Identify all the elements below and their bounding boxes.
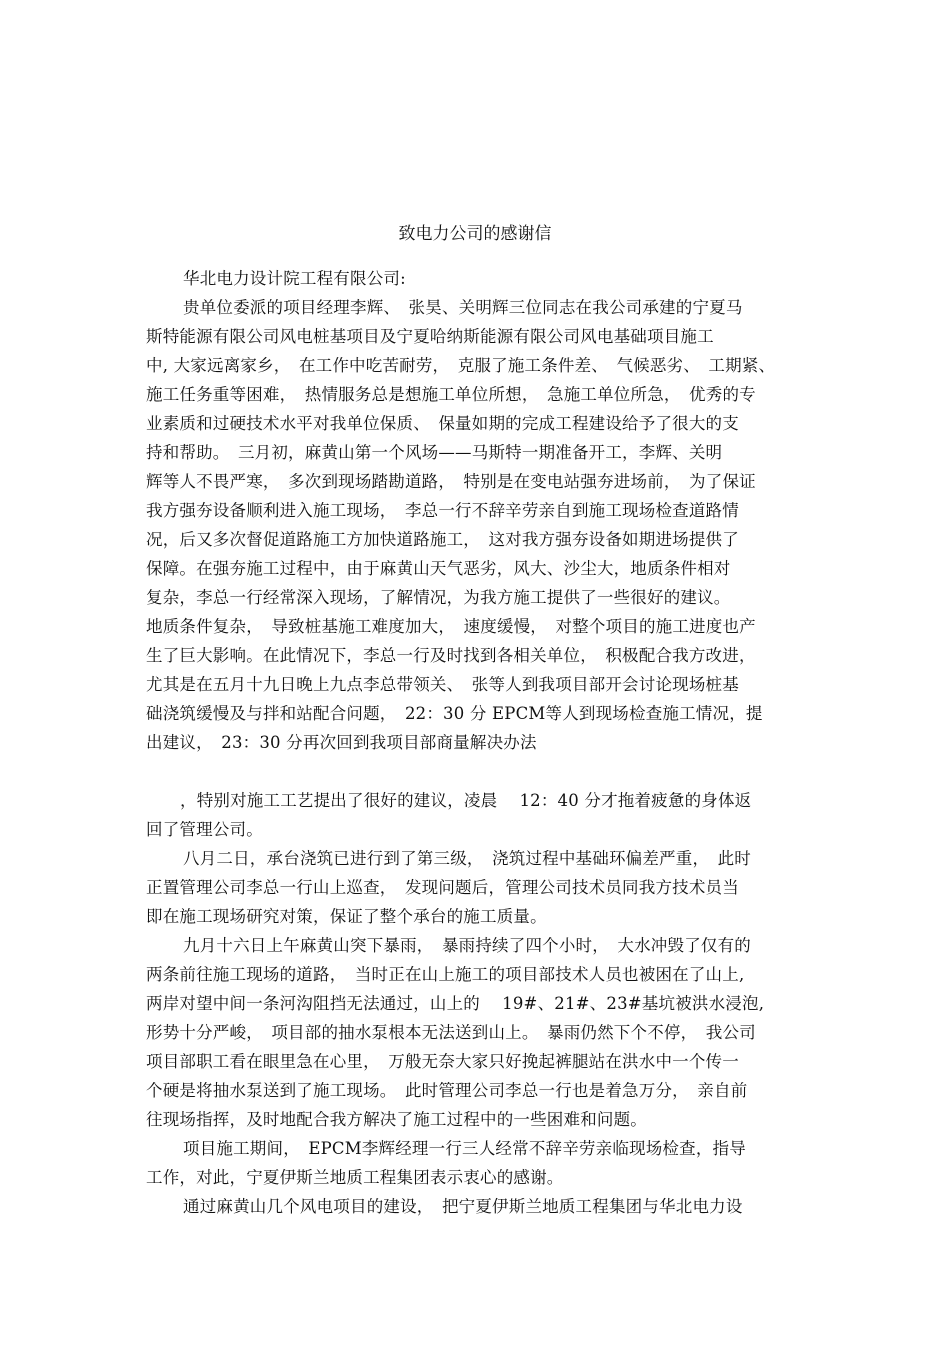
paragraph-line: 持和帮助。 三月初，麻黄山第一个风场——马斯特一期准备开工，李辉、关明: [146, 443, 723, 462]
paragraph-line: 即在施工现场研究对策，保证了整个承台的施工质量。: [146, 907, 547, 926]
paragraph-line: 保障。在强夯施工过程中，由于麻黄山天气恶劣，风大、沙尘大，地质条件相对: [146, 559, 731, 578]
paragraph-line: 形势十分严峻， 项目部的抽水泵根本无法送到山上。 暴雨仍然下个不停， 我公司: [146, 1023, 756, 1042]
paragraph-line: 生了巨大影响。在此情况下，李总一行及时找到各相关单位， 积极配合我方改进，: [146, 646, 756, 665]
paragraph-line: 业素质和过硬技术水平对我单位保质、 保量如期的完成工程建设给予了很大的支: [146, 414, 739, 433]
paragraph-line: 八月二日，承台浇筑已进行到了第三级， 浇筑过程中基础环偏差严重， 此时: [183, 849, 751, 868]
salutation: 华北电力设计院工程有限公司:: [183, 269, 406, 288]
paragraph-line: 往现场指挥，及时地配合我方解决了施工过程中的一些困难和问题。: [146, 1110, 647, 1129]
paragraph-line: ，特别对施工工艺提出了很好的建议，凌晨 12：40 分才拖着疲惫的身体返: [180, 791, 752, 810]
paragraph-line: 个硬是将抽水泵送到了施工现场。 此时管理公司李总一行也是着急万分， 亲自前: [146, 1081, 748, 1100]
letter-title: 致电力公司的感谢信: [398, 224, 552, 244]
paragraph-line: 况，后又多次督促道路施工方加快道路施工， 这对我方强夯设备如期进场提供了: [146, 530, 739, 549]
paragraph-line: 础浇筑缓慢及与拌和站配合问题， 22：30 分 EPCM等人到现场检查施工情况，提: [146, 704, 763, 723]
paragraph-line: 九月十六日上午麻黄山突下暴雨， 暴雨持续了四个小时， 大水冲毁了仅有的: [183, 936, 751, 955]
paragraph-line: 两岸对望中间一条河沟阻挡无法通过，山上的 19#、21#、23#基坑被洪水浸泡,: [146, 994, 765, 1013]
paragraph-line: 我方强夯设备顺利进入施工现场， 李总一行不辞辛劳亲自到施工现场检查道路情: [146, 501, 739, 520]
paragraph-line: 施工任务重等困难， 热情服务总是想施工单位所想， 急施工单位所急， 优秀的专: [146, 385, 756, 404]
paragraph-line: 尤其是在五月十九日晚上九点李总带领关、 张等人到我项目部开会讨论现场桩基: [146, 675, 739, 694]
paragraph-line: 项目施工期间， EPCM李辉经理一行三人经常不辞辛劳亲临现场检查，指导: [183, 1139, 746, 1158]
paragraph-line: 出建议， 23：30 分再次回到我项目部商量解决办法: [146, 733, 537, 752]
paragraph-line: 项目部职工看在眼里急在心里， 万般无奈大家只好挽起裤腿站在洪水中一个传一: [146, 1052, 739, 1071]
paragraph-line: 辉等人不畏严寒， 多次到现场踏勘道路， 特别是在变电站强夯进场前， 为了保证: [146, 472, 756, 491]
paragraph-line: 斯特能源有限公司风电桩基项目及宁夏哈纳斯能源有限公司风电基础项目施工: [146, 327, 714, 346]
paragraph-line: 正置管理公司李总一行山上巡查， 发现问题后，管理公司技术员同我方技术员当: [146, 878, 739, 897]
paragraph-line: 通过麻黄山几个风电项目的建设， 把宁夏伊斯兰地质工程集团与华北电力设: [183, 1197, 743, 1216]
paragraph-line: 两条前往施工现场的道路， 当时正在山上施工的项目部技术人员也被困在了山上,: [146, 965, 745, 984]
paragraph-line: 地质条件复杂， 导致桩基施工难度加大， 速度缓慢， 对整个项目的施工进度也产: [146, 617, 756, 636]
paragraph-line: 中, 大家远离家乡， 在工作中吃苦耐劳， 克服了施工条件差、 气候恶劣、 工期紧、: [146, 356, 776, 375]
paragraph-line: 工作，对此，宁夏伊斯兰地质工程集团表示衷心的感谢。: [146, 1168, 564, 1187]
paragraph-line: 复杂，李总一行经常深入现场，了解情况，为我方施工提供了一些很好的建议。: [146, 588, 731, 607]
paragraph-line: 贵单位委派的项目经理李辉、 张昊、关明辉三位同志在我公司承建的宁夏马: [183, 298, 743, 317]
paragraph-line: 回了管理公司。: [146, 820, 263, 839]
